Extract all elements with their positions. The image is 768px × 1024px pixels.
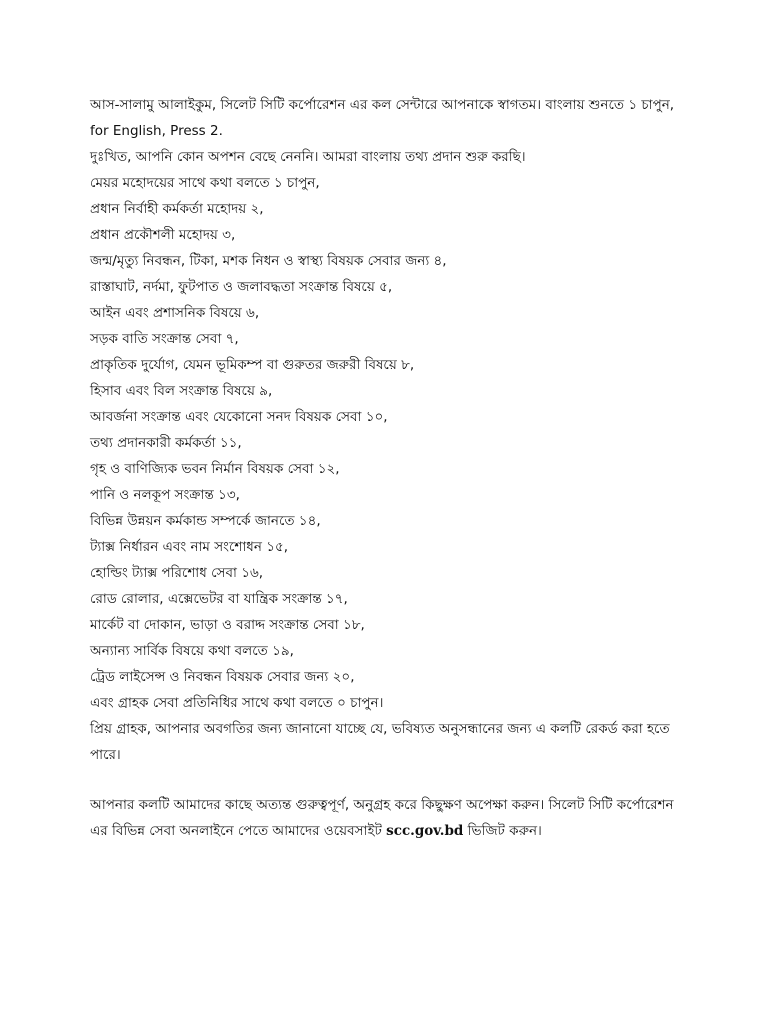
menu-option: পানি ও নলকূপ সংক্রান্ত ১৩, [90, 487, 240, 503]
closing-text-after: ভিজিট করুন। [463, 823, 542, 839]
recording-notice-line-1: প্রিয় গ্রাহক, আপনার অবগতির জন্য জানানো যাচ্ছে যে, ভবিষ্যত অনুসন্ধানের জন্য এ কলটি রেকর্ড করা হতে [90, 721, 670, 737]
menu-option: অন্যান্য সার্বিক বিষয়ে কথা বলতে ১৯, [90, 643, 294, 659]
menu-option: ট্রেড লাইসেন্স ও নিবন্ধন বিষয়ক সেবার জন্য ২০, [90, 669, 355, 685]
menu-option: রাস্তাঘাট, নর্দমা, ফুটপাত ও জলাবদ্ধতা সংক্রান্ত বিষয়ে ৫, [90, 279, 393, 295]
menu-option: এবং গ্রাহক সেবা প্রতিনিধির সাথে কথা বলতে ০ চাপুন। [90, 695, 384, 711]
menu-option: প্রধান নির্বাহী কর্মকর্তা মহোদয় ২, [90, 201, 264, 217]
menu-option: ট্যাক্স নির্ধারন এবং নাম সংশোধন ১৫, [90, 539, 288, 555]
closing-line-1: আপনার কলটি আমাদের কাছে অত্যন্ত গুরুত্বপূর্ণ, অনুগ্রহ করে কিছুক্ষণ অপেক্ষা করুন। সিলেট সিটি কর্পোরেশন [90, 797, 674, 813]
english-option-line: for English, Press 2. [90, 123, 223, 139]
menu-option: গৃহ ও বাণিজ্যিক ভবন নির্মান বিষয়ক সেবা ১২, [90, 461, 340, 477]
greeting-line: আস-সালামু আলাইকুম, সিলেট সিটি কর্পোরেশন এর কল সেন্টারে আপনাকে স্বাগতম। বাংলায় শুনতে ১ চাপুন, [90, 97, 675, 113]
menu-option: হিসাব এবং বিল সংক্রান্ত বিষয়ে ৯, [90, 383, 273, 399]
menu-option: মার্কেট বা দোকান, ভাড়া ও বরাদ্দ সংক্রান্ত সেবা ১৮, [90, 617, 365, 633]
menu-option: রোড রোলার, এক্সেভেটর বা যান্ত্রিক সংক্রান্ত ১৭, [90, 591, 348, 607]
menu-option: প্রধান প্রকৌশলী মহোদয় ৩, [90, 227, 236, 243]
menu-option: আইন এবং প্রশাসনিক বিষয়ে ৬, [90, 305, 260, 321]
recording-notice-line-2: পারে। [90, 747, 121, 763]
closing-text-before: এর বিভিন্ন সেবা অনলাইনে পেতে আমাদের ওয়েবসাইট [90, 823, 387, 839]
menu-option: হোল্ডিং ট্যাক্স পরিশোধ সেবা ১৬, [90, 565, 264, 581]
closing-line-2 [90, 818, 690, 844]
menu-option: মেয়র মহোদয়ের সাথে কথা বলতে ১ চাপুন, [90, 175, 320, 191]
menu-option: প্রাকৃতিক দুর্যোগ, যেমন ভূমিকম্প বা গুরুতর জরুরী বিষয়ে ৮, [90, 357, 415, 373]
menu-option: তথ্য প্রদানকারী কর্মকর্তা ১১, [90, 435, 242, 451]
menu-option: জন্ম/মৃত্যু নিবন্ধন, টিকা, মশক নিধন ও স্বাস্থ্য বিষয়ক সেবার জন্য ৪, [90, 253, 447, 269]
menu-option: সড়ক বাতি সংক্রান্ত সেবা ৭, [90, 331, 239, 347]
menu-option: আবর্জনা সংক্রান্ত এবং যেকোনো সনদ বিষয়ক সেবা ১০, [90, 409, 388, 425]
menu-options-list [90, 170, 690, 716]
menu-option: বিভিন্ন উন্নয়ন কর্মকান্ড সম্পর্কে জানতে ১৪, [90, 513, 321, 529]
paragraph-spacer [90, 768, 690, 792]
no-option-notice: দুঃখিত, আপনি কোন অপশন বেছে নেননি। আমরা বাংলায় তথ্য প্রদান শুরু করছি। [90, 149, 526, 165]
document-page [90, 92, 690, 844]
website-link: scc.gov.bd [386, 823, 464, 839]
